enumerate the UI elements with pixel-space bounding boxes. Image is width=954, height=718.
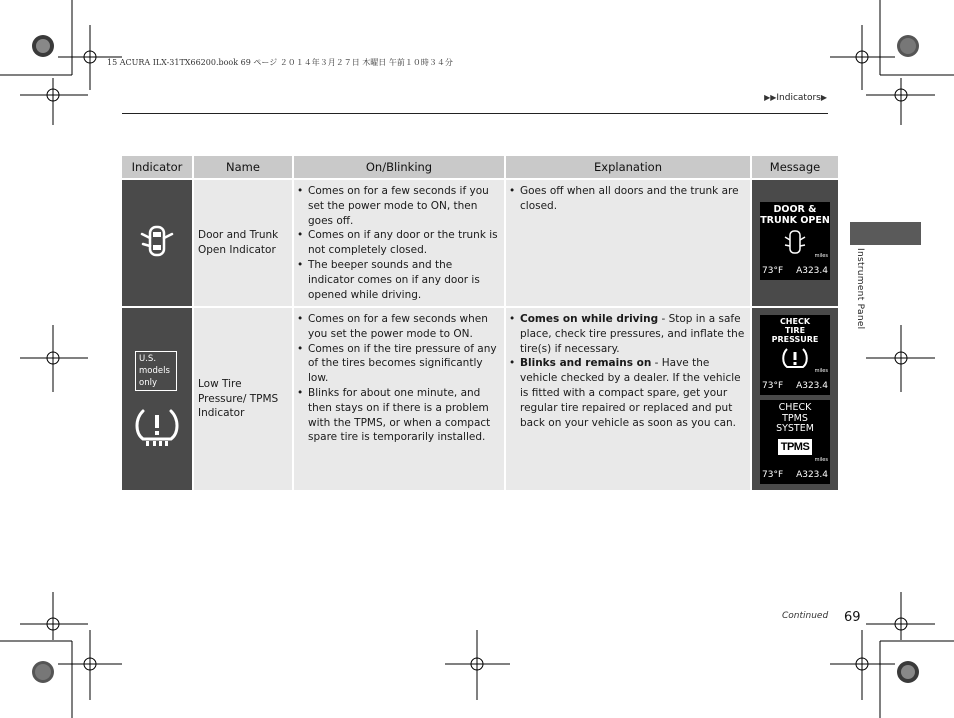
list-item [506, 356, 745, 430]
list-item: • Comes on for a few seconds when you set the power mode to ON. [294, 312, 499, 342]
explanation-text: - Stop in a safe place, check tire pressures, and inflate the tire(s) if necessary. [520, 313, 745, 355]
mid-display [760, 400, 830, 484]
display-footer [762, 364, 828, 394]
temperature-readout: 73°F [762, 266, 784, 277]
list-item [506, 312, 745, 356]
header-rule [122, 113, 828, 114]
mid-display [760, 202, 830, 280]
explanation-text: Goes off when all doors and the trunk are closed. [520, 185, 739, 212]
explanation-cell [506, 308, 750, 490]
display-caption-line: TIRE [784, 325, 806, 335]
breadcrumb[interactable] [764, 93, 827, 103]
indicator-cell [122, 308, 192, 490]
list-item [506, 184, 745, 214]
column-header-on-blinking: On/Blinking [294, 156, 504, 178]
list-item: • The beeper sounds and the indicator comes on if any door is opened while driving. [294, 258, 499, 302]
list-item: • Comes on for a few seconds if you set the power mode to ON, then goes off. [294, 184, 499, 228]
display-caption [760, 400, 830, 435]
unit-label: miles [814, 368, 828, 375]
column-header-name: Name [194, 156, 292, 178]
table-row [122, 308, 838, 490]
unit-label: miles [814, 253, 828, 260]
indicator-name: Door and Trunk Open Indicator [194, 180, 292, 306]
display-caption-line: CHECK [779, 317, 811, 326]
odometer-readout: A323.4 [796, 381, 828, 392]
table-row [122, 180, 838, 306]
display-caption-line: CHECK [778, 402, 812, 413]
display-caption [760, 315, 830, 344]
on-blinking-cell [294, 180, 504, 306]
arrow-right-icon: ▶ [820, 93, 827, 102]
temperature-readout: 73°F [762, 381, 784, 392]
display-caption-line: DOOR & [773, 204, 817, 215]
indicator-name: Low Tire Pressure/ TPMS Indicator [194, 308, 292, 490]
display-caption [760, 202, 830, 226]
low-tire-pressure-icon [133, 405, 181, 449]
mid-display [760, 315, 830, 395]
odometer-readout: A323.4 [796, 470, 828, 481]
display-caption-line: SYSTEM [776, 423, 814, 434]
display-caption-line: TPMS [782, 412, 808, 424]
page-number: 69 [844, 610, 861, 625]
list-item: • Blinks for about one minute, and then stays on if there is a problem with the TPMS, or when a compact spare tire is temporarily installed. [294, 386, 499, 445]
us-models-note: U.S. models only [135, 351, 177, 391]
continued-note: Continued [782, 611, 829, 621]
odometer-readout: A323.4 [796, 266, 828, 277]
chapter-label: Instrument Panel [855, 248, 865, 330]
column-header-indicator: Indicator [122, 156, 192, 178]
display-caption-line: PRESSURE [771, 334, 819, 344]
tpms-badge: TPMS [778, 439, 813, 456]
indicator-cell [122, 180, 192, 306]
chapter-tab[interactable] [850, 222, 921, 245]
temperature-readout: 73°F [762, 470, 784, 481]
indicator-table [120, 154, 840, 492]
message-cell [752, 308, 838, 490]
list-item: • Comes on if the tire pressure of any of the tires becomes significantly low. [294, 342, 499, 386]
message-cell [752, 180, 838, 306]
column-header-explanation: Explanation [506, 156, 750, 178]
on-blinking-cell [294, 308, 504, 490]
double-arrow-icon: ▶▶ [764, 93, 777, 102]
explanation-bold: Blinks and remains on [520, 357, 652, 370]
explanation-bold: Comes on while driving [520, 313, 659, 325]
list-item: • Comes on if any door or the trunk is not completely closed. [294, 228, 499, 258]
explanation-cell [506, 180, 750, 306]
display-footer [762, 249, 828, 279]
unit-label: miles [814, 457, 828, 464]
explanation-text: - Have the vehicle checked by a dealer. If the vehicle is fitted with a compact spare, get your regular tire repaired or replaced and put back on your vehicle as soon as you can. [520, 357, 741, 429]
print-file-header: 15 ACURA ILX-31TX66200.book 69 ページ ２０１４年３月２７日 木曜日 午前１０時３４分 [107, 58, 453, 67]
breadcrumb-label: Indicators [776, 93, 821, 103]
column-header-message: Message [752, 156, 838, 178]
display-footer [762, 453, 828, 483]
door-trunk-open-icon [137, 221, 177, 261]
display-caption-line: TRUNK OPEN [760, 214, 830, 226]
